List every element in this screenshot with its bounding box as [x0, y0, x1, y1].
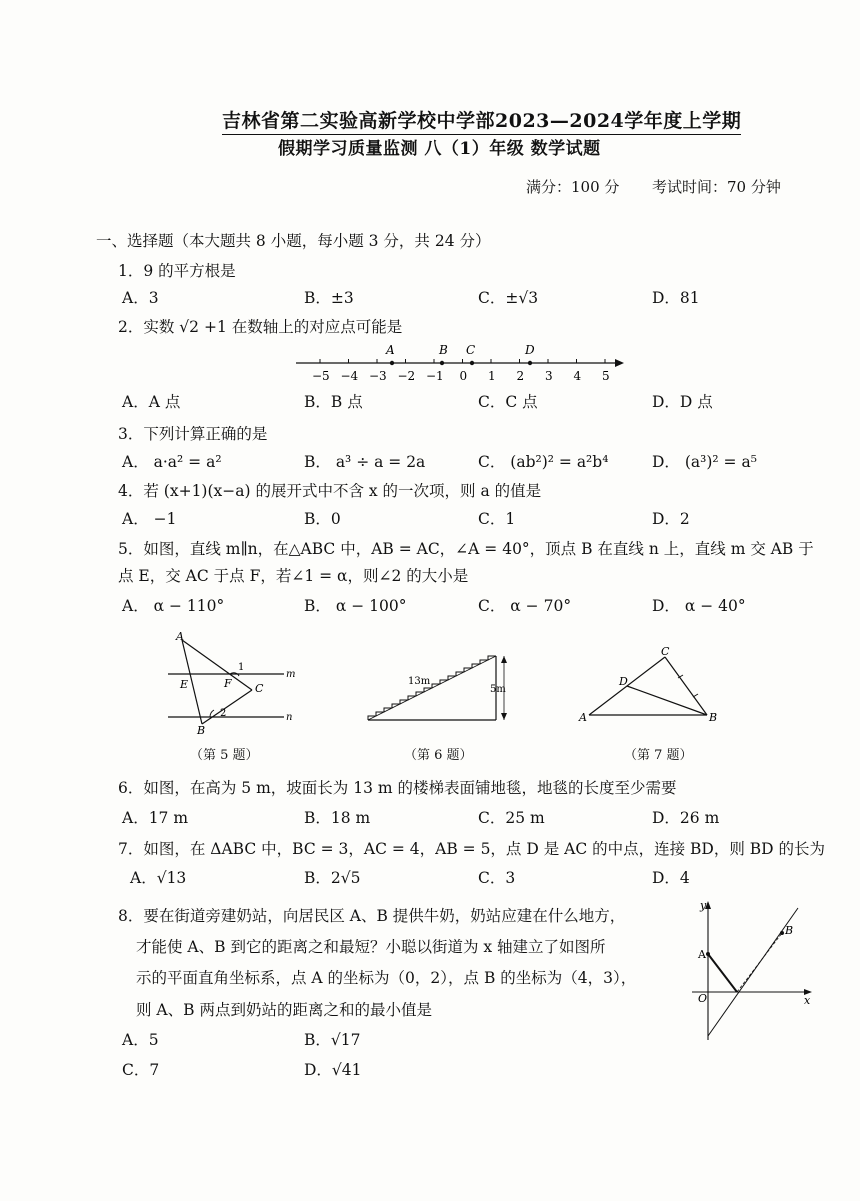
- question-8-stem-line2: 才能使 A、B 到它的距离之和最短？小聪以街道为 x 轴建立了如图所: [136, 938, 606, 956]
- section-heading: 一、选择题（本大题共 8 小题，每小题 3 分，共 24 分）: [96, 232, 491, 250]
- q8-option-d: D．√41: [304, 1061, 362, 1079]
- question-6-stem: 6．如图，在高为 5 m，坡面长为 13 m 的楼梯表面铺地毯，地毯的长度至少需要: [118, 779, 677, 797]
- fig7-label-d: D: [619, 675, 628, 688]
- fig5-label-b: B: [197, 724, 206, 736]
- figure-8: [686, 896, 818, 1046]
- figure-6: [356, 650, 516, 726]
- question-8-stem-line1: 8．要在街道旁建奶站，向居民区 A、B 提供牛奶，奶站应建在什么地方，: [118, 907, 626, 925]
- number-line-tick-label: −2: [397, 369, 416, 383]
- q2-option-a: A．A 点: [122, 393, 181, 411]
- point-d-dot: [528, 361, 532, 365]
- point-d-label: D: [525, 343, 535, 357]
- q6-option-d: D．26 m: [652, 809, 720, 827]
- q7-option-c: C．3: [478, 869, 516, 887]
- q1-option-b: B．±3: [304, 289, 354, 307]
- fig8-origin: O: [698, 992, 708, 1005]
- figure-7: [575, 645, 725, 727]
- fig7-label-b: B: [709, 711, 718, 724]
- q7-option-a: A．√13: [130, 869, 187, 887]
- q4-option-d: D．2: [652, 510, 690, 528]
- fig7-label-a: A: [579, 711, 587, 724]
- number-line-tick-label: −3: [369, 369, 387, 383]
- q7-option-b: B．2√5: [304, 869, 361, 887]
- q4-option-c: C．1: [478, 510, 516, 528]
- fig5-label-c: C: [255, 682, 264, 695]
- q3-option-c: C． (ab²)² = a²b⁴: [478, 453, 609, 471]
- fig8-axis-y: y: [700, 899, 707, 912]
- fig5-line-n: n: [286, 712, 293, 723]
- q2-option-c: C．C 点: [478, 393, 538, 411]
- number-line-tick-label: −4: [340, 369, 359, 383]
- fig7-label-c: C: [661, 645, 670, 658]
- fig8-label-a: A: [698, 948, 706, 961]
- q6-option-c: C．25 m: [478, 809, 545, 827]
- point-a-dot: [390, 361, 394, 365]
- q5-option-a: A． α − 110°: [122, 597, 225, 615]
- q1-option-d: D．81: [652, 289, 700, 307]
- number-line-tick-label: 4: [573, 369, 582, 383]
- number-line-tick-label: 1: [488, 369, 496, 383]
- exam-title-line1: 吉林省第二实验高新学校中学部2023—2024学年度上学期: [222, 106, 741, 135]
- q3-option-d: D． (a³)² = a⁵: [652, 453, 757, 471]
- point-c-label: C: [466, 343, 476, 357]
- figure-5-caption: （第 5 题）: [190, 748, 259, 763]
- fig6-slope-label: 13m: [408, 676, 431, 687]
- number-line-tick-label: 5: [602, 369, 610, 383]
- q2-option-d: D．D 点: [652, 393, 713, 411]
- q2-option-b: B．B 点: [304, 393, 363, 411]
- fig5-angle-1: 1: [238, 662, 245, 673]
- q5-option-c: C． α − 70°: [478, 597, 572, 615]
- q3-option-a: A． a·a² = a²: [122, 453, 222, 471]
- fig5-label-e: E: [180, 678, 189, 691]
- exam-time: 考试时间：70 分钟: [652, 178, 781, 196]
- fig5-angle-2: 2: [220, 708, 227, 719]
- question-5-stem-line1: 5．如图，直线 m∥n，在△ABC 中，AB = AC，∠A = 40°，顶点 B 在直线 n 上，直线 m 交 AB 于: [118, 540, 814, 558]
- question-8-stem-line4: 则 A、B 两点到奶站的距离之和的最小值是: [136, 1001, 432, 1019]
- question-5-stem-line2: 点 E，交 AC 于点 F，若∠1 = α，则∠2 的大小是: [118, 567, 469, 585]
- q1-option-c: C．±√3: [478, 289, 539, 307]
- question-8-stem-line3: 示的平面直角坐标系，点 A 的坐标为（0，2），点 B 的坐标为（4，3），: [136, 969, 637, 987]
- question-1-stem: 1．9 的平方根是: [118, 262, 236, 280]
- q6-option-b: B．18 m: [304, 809, 371, 827]
- full-score: 满分：100 分: [526, 178, 620, 196]
- question-4-stem: 4．若 (x+1)(x−a) 的展开式中不含 x 的一次项，则 a 的值是: [118, 482, 542, 500]
- number-line-tick-label: −5: [312, 369, 330, 383]
- q4-option-a: A． −1: [122, 510, 177, 528]
- number-line-tick-label: 3: [545, 369, 553, 383]
- q4-option-b: B．0: [304, 510, 341, 528]
- q5-option-d: D． α − 40°: [652, 597, 746, 615]
- point-c-dot: [470, 361, 474, 365]
- q6-option-a: A．17 m: [122, 809, 189, 827]
- figure-7-caption: （第 7 题）: [624, 748, 693, 763]
- fig8-axis-x: x: [804, 994, 811, 1007]
- number-line-tick-label: 2: [516, 369, 525, 383]
- q8-option-b: B．√17: [304, 1031, 361, 1049]
- point-a-label: A: [386, 343, 395, 357]
- figure-6-caption: （第 6 题）: [404, 748, 473, 763]
- exam-title-line2: 假期学习质量监测 八（1）年级 数学试题: [278, 139, 601, 159]
- fig6-height-label: 5m: [490, 684, 506, 695]
- q3-option-b: B． a³ ÷ a = 2a: [304, 453, 426, 471]
- number-line-tick-label: 0: [459, 369, 468, 383]
- question-3-stem: 3．下列计算正确的是: [118, 425, 268, 443]
- number-line-tick-label: −1: [426, 369, 444, 383]
- q7-option-d: D．4: [652, 869, 690, 887]
- question-7-stem: 7．如图，在 ΔABC 中，BC = 3，AC = 4，AB = 5，点 D 是 AC 的中点，连接 BD，则 BD 的长为: [118, 840, 826, 858]
- question-2-stem: 2．实数 √2 +1 在数轴上的对应点可能是: [118, 318, 403, 336]
- point-b-dot: [440, 361, 444, 365]
- fig8-label-b: B: [785, 924, 794, 937]
- fig5-line-m: m: [286, 669, 295, 680]
- fig5-label-f: F: [224, 677, 232, 690]
- q1-option-a: A．3: [122, 289, 159, 307]
- fig5-label-a: A: [176, 630, 184, 643]
- q5-option-b: B． α − 100°: [304, 597, 407, 615]
- figure-5: [160, 628, 295, 736]
- q8-option-a: A．5: [122, 1031, 159, 1049]
- q8-option-c: C．7: [122, 1061, 160, 1079]
- point-b-label: B: [439, 343, 448, 357]
- number-line-figure: [290, 338, 630, 388]
